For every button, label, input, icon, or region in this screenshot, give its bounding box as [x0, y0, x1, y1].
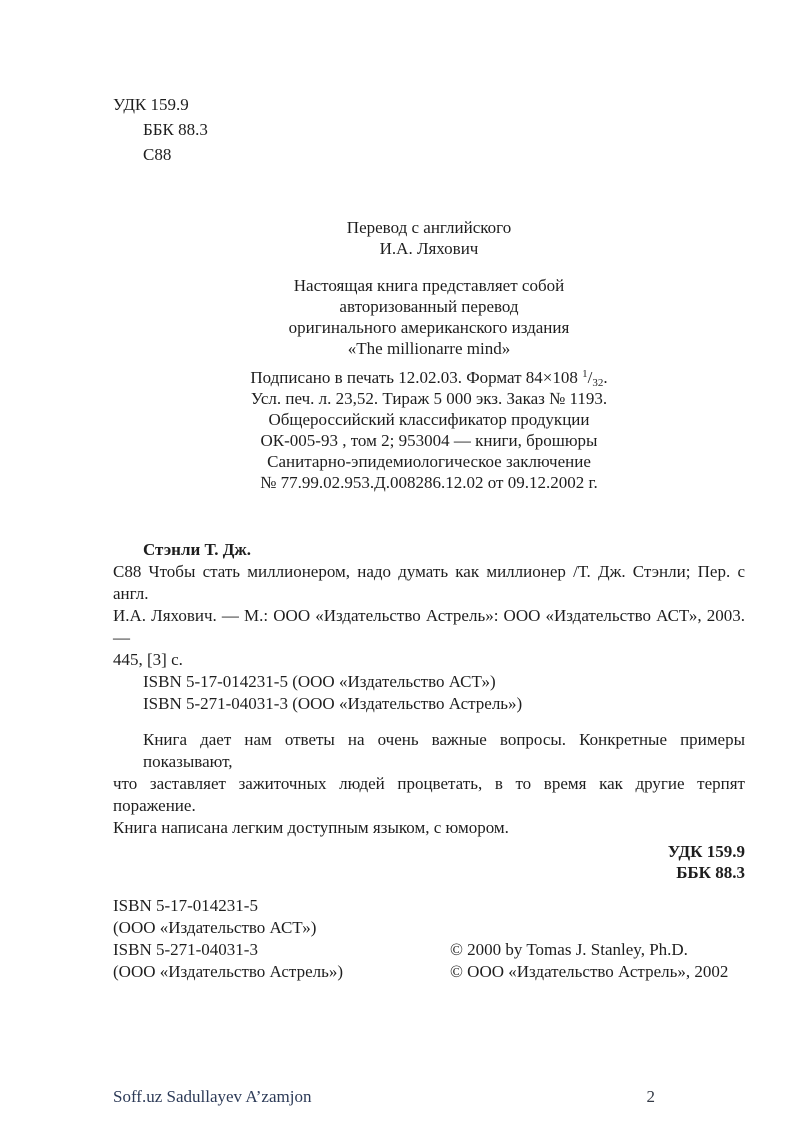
sanitary-line: Санитарно-эпидемиологическое заключение	[267, 452, 591, 471]
catalog-entry-block	[113, 539, 745, 715]
isbn-ast-number: ISBN 5-17-014231-5	[113, 896, 258, 915]
print-run-line: Усл. печ. л. 23,52. Тираж 5 000 экз. Заказ № 1193.	[250, 389, 608, 408]
footer-watermark: Soff.uz Sadullayev A’zamjon	[113, 1087, 312, 1106]
print-format-line	[113, 367, 745, 388]
format-fraction-denominator: 32	[592, 377, 604, 389]
annotation-line: Книга написана легким доступным языком, с юмором.	[113, 818, 509, 837]
catalog-author: Стэнли Т. Дж.	[143, 540, 251, 559]
isbn-astrel-publisher: (ООО «Издательство Астрель»)	[113, 962, 344, 981]
bbk-code-right: ББК 88.3	[676, 863, 745, 882]
copyright-notice-author: © 2000 by Tomas J. Stanley, Ph.D.	[450, 940, 688, 959]
udk-code-right: УДК 159.9	[667, 842, 745, 861]
catalog-isbn-ast: ISBN 5-17-014231-5 (ООО «Издательство АСТ»)	[143, 672, 496, 691]
print-format-prefix: Подписано в печать 12.02.03. Формат 84×108	[250, 368, 583, 387]
copyright-spacer	[450, 895, 745, 917]
annotation-block	[113, 729, 745, 839]
edition-note-line: авторизованный перевод	[339, 297, 519, 316]
translator-heading: Перевод с английского	[346, 218, 512, 237]
translator-block	[113, 217, 745, 259]
page-number: 2	[646, 1087, 655, 1106]
author-sign-code: С88	[143, 145, 172, 164]
isbn-ast-publisher: (ООО «Издательство АСТ»)	[113, 918, 317, 937]
annotation-line: что заставляет зажиточных людей процветать, в то время как другие терпят поражение.	[113, 774, 745, 815]
print-format-suffix: .	[603, 368, 608, 387]
annotation-line: Книга дает нам ответы на очень важные вопросы. Конкретные примеры показывают,	[143, 730, 745, 771]
format-fraction-numerator: 1	[582, 368, 588, 380]
copyright-spacer	[450, 917, 745, 939]
isbn-astrel-number: ISBN 5-271-04031-3	[113, 940, 258, 959]
sanitary-number-line: № 77.99.02.953.Д.008286.12.02 от 09.12.2002 г.	[260, 473, 598, 492]
copyright-notice-publisher: © ООО «Издательство Астрель», 2002	[450, 962, 729, 981]
bbk-code: ББК 88.3	[143, 120, 208, 139]
edition-note-block	[113, 275, 745, 359]
udk-code: УДК 159.9	[113, 95, 189, 114]
page-footer	[113, 1086, 745, 1108]
original-title: «The millionarre mind»	[347, 339, 511, 358]
classifier-code-line: ОК-005-93 , том 2; 953004 — книги, брошюры	[260, 431, 598, 450]
translator-name: И.А. Ляхович	[379, 239, 479, 258]
catalog-isbn-astrel: ISBN 5-271-04031-3 (ООО «Издательство Астрель»)	[143, 694, 523, 713]
print-imprint-block	[113, 367, 745, 493]
format-fraction-slash: /	[587, 368, 593, 387]
catalog-entry-line: 445, [3] с.	[113, 650, 183, 669]
edition-note-line: Настоящая книга представляет собой	[293, 276, 565, 295]
catalog-entry-line: И.А. Ляхович. — М.: ООО «Издательство Астрель»: ООО «Издательство АСТ», 2003. —	[113, 606, 745, 647]
copyright-block	[113, 895, 745, 983]
text-column	[113, 0, 745, 983]
cataloguing-codes-top	[113, 92, 745, 167]
catalog-entry-line: С88 Чтобы стать миллионером, надо думать как миллионер /Т. Дж. Стэнли; Пер. с англ.	[113, 562, 745, 603]
edition-note-line: оригинального американского издания	[288, 318, 570, 337]
cataloguing-codes-right	[113, 841, 745, 883]
classifier-line: Общероссийский классификатор продукции	[268, 410, 590, 429]
